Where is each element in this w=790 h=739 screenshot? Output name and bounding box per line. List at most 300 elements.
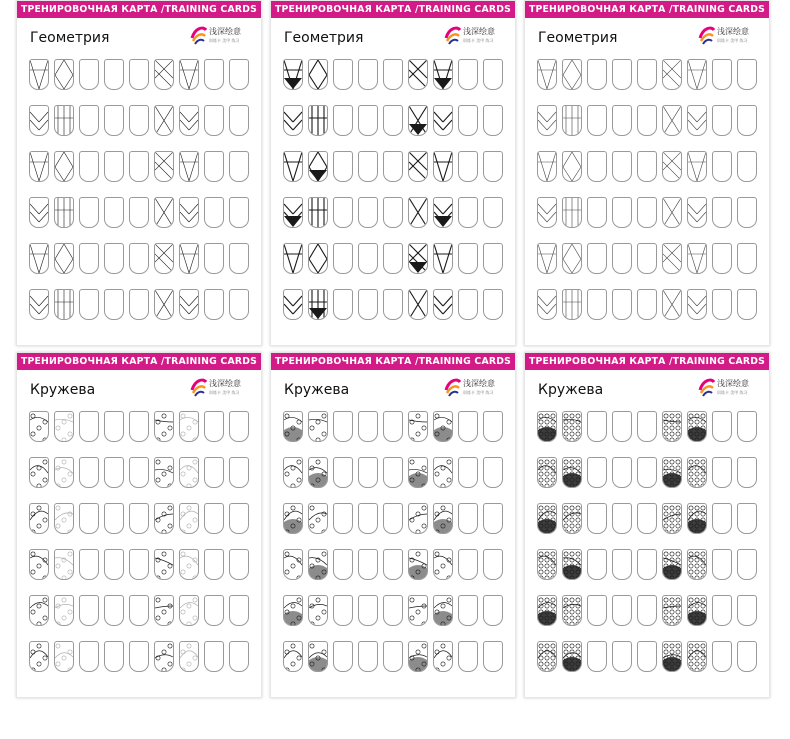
nail-pattern	[563, 60, 581, 89]
nail-tip	[433, 197, 453, 228]
nail-pattern	[688, 152, 706, 181]
nail-tip	[129, 457, 149, 488]
nail-tip	[383, 105, 403, 136]
nail-pattern	[30, 642, 48, 671]
nail-tip	[333, 641, 353, 672]
nail-tip	[537, 289, 557, 320]
nail-pattern	[180, 458, 198, 487]
nail-tip	[283, 641, 303, 672]
nail-pattern	[409, 198, 427, 227]
logo-subtext: 训练卡 美甲 练习	[717, 38, 748, 43]
nail-tip	[333, 595, 353, 626]
nail-tip	[204, 197, 224, 228]
nail-tip	[79, 289, 99, 320]
nail-tip	[333, 105, 353, 136]
nail-tip	[712, 411, 732, 442]
nail-pattern	[180, 60, 198, 89]
nail-tip	[408, 549, 428, 580]
nail-tip	[408, 641, 428, 672]
nail-pattern	[30, 290, 48, 319]
nail-tip	[54, 503, 74, 534]
nail-tip	[458, 595, 478, 626]
nail-tip	[433, 549, 453, 580]
nail-tip	[537, 411, 557, 442]
nail-tip	[687, 197, 707, 228]
nail-row	[29, 59, 254, 105]
nail-tip	[104, 549, 124, 580]
nail-pattern	[30, 412, 48, 441]
nail-tip	[537, 457, 557, 488]
brand-logo	[189, 23, 245, 49]
nail-pattern	[563, 198, 581, 227]
nail-tip	[612, 641, 632, 672]
nail-row	[29, 595, 254, 641]
nail-row	[29, 105, 254, 151]
nail-tip	[587, 59, 607, 90]
nail-tip	[612, 197, 632, 228]
nail-tip	[308, 243, 328, 274]
nail-pattern	[663, 504, 681, 533]
nail-tip	[154, 59, 174, 90]
nail-tip	[129, 59, 149, 90]
nail-tip	[408, 289, 428, 320]
nail-pattern	[309, 106, 327, 135]
nail-pattern	[55, 244, 73, 273]
nail-tip	[54, 151, 74, 182]
nail-row	[537, 197, 762, 243]
nail-pattern	[688, 412, 706, 441]
nail-grid	[29, 411, 254, 687]
nail-tip	[458, 289, 478, 320]
nail-row	[537, 105, 762, 151]
nail-tip	[179, 595, 199, 626]
nail-pattern	[284, 412, 302, 441]
nail-pattern	[155, 290, 173, 319]
nail-pattern	[434, 152, 452, 181]
nail-pattern	[180, 198, 198, 227]
nail-row	[29, 549, 254, 595]
nail-tip	[283, 411, 303, 442]
nail-row	[283, 59, 508, 105]
nail-tip	[712, 549, 732, 580]
nail-tip	[562, 503, 582, 534]
nail-tip	[483, 641, 503, 672]
nail-pattern	[284, 642, 302, 671]
nail-row	[283, 457, 508, 503]
nail-tip	[54, 457, 74, 488]
nail-tip	[358, 151, 378, 182]
nail-tip	[458, 151, 478, 182]
nail-tip	[433, 59, 453, 90]
nail-pattern	[409, 290, 427, 319]
nail-tip	[283, 105, 303, 136]
nail-tip	[537, 59, 557, 90]
nail-pattern	[309, 412, 327, 441]
nail-tip	[537, 105, 557, 136]
nail-tip	[204, 503, 224, 534]
logo-subtext: 训练卡 美甲 练习	[463, 38, 494, 43]
nail-pattern	[55, 198, 73, 227]
nail-tip	[737, 289, 757, 320]
nail-pattern	[563, 152, 581, 181]
training-card-3	[524, 0, 770, 346]
nail-tip	[204, 641, 224, 672]
brand-swirl-icon	[189, 23, 209, 45]
nail-pattern	[30, 550, 48, 579]
nail-tip	[104, 457, 124, 488]
nail-tip	[612, 503, 632, 534]
nail-tip	[308, 595, 328, 626]
nail-pattern	[563, 106, 581, 135]
nail-pattern	[284, 550, 302, 579]
nail-tip	[154, 289, 174, 320]
nail-pattern	[55, 596, 73, 625]
nail-tip	[154, 549, 174, 580]
nail-pattern	[538, 642, 556, 671]
nail-pattern	[434, 244, 452, 273]
nail-tip	[537, 641, 557, 672]
nail-tip	[612, 105, 632, 136]
nail-pattern	[55, 458, 73, 487]
nail-tip	[433, 411, 453, 442]
nail-tip	[612, 151, 632, 182]
nail-row	[537, 151, 762, 197]
nail-tip	[54, 549, 74, 580]
card-banner: ТРЕНИРОВОЧНАЯ КАРТА /TRAINING CARDS	[271, 353, 515, 370]
nail-pattern	[180, 550, 198, 579]
nail-pattern	[155, 550, 173, 579]
nail-tip	[204, 243, 224, 274]
nail-pattern	[688, 244, 706, 273]
nail-tip	[79, 411, 99, 442]
nail-tip	[154, 197, 174, 228]
nail-tip	[408, 59, 428, 90]
nail-pattern	[409, 596, 427, 625]
nail-tip	[79, 641, 99, 672]
nail-tip	[562, 457, 582, 488]
card-title: Геометрия	[538, 30, 618, 46]
nail-tip	[737, 595, 757, 626]
nail-tip	[358, 289, 378, 320]
nail-tip	[433, 641, 453, 672]
nail-tip	[179, 151, 199, 182]
nail-pattern	[309, 504, 327, 533]
nail-pattern	[688, 198, 706, 227]
nail-tip	[458, 411, 478, 442]
nail-tip	[333, 457, 353, 488]
nail-pattern	[155, 642, 173, 671]
nail-tip	[712, 243, 732, 274]
nail-tip	[29, 151, 49, 182]
nail-pattern	[663, 60, 681, 89]
card-title: Кружева	[284, 382, 350, 398]
nail-tip	[229, 59, 249, 90]
nail-row	[283, 105, 508, 151]
nail-tip	[54, 105, 74, 136]
nail-tip	[79, 151, 99, 182]
nail-tip	[433, 151, 453, 182]
nail-tip	[383, 503, 403, 534]
nail-pattern	[663, 244, 681, 273]
nail-row	[283, 151, 508, 197]
nail-tip	[283, 59, 303, 90]
brand-logo	[697, 375, 753, 401]
nail-tip	[712, 595, 732, 626]
nail-pattern	[180, 290, 198, 319]
nail-row	[283, 595, 508, 641]
nail-tip	[712, 197, 732, 228]
nail-tip	[179, 457, 199, 488]
nail-tip	[383, 549, 403, 580]
logo-subtext: 训练卡 美甲 练习	[717, 390, 748, 395]
nail-tip	[154, 641, 174, 672]
nail-pattern	[688, 550, 706, 579]
nail-row	[29, 151, 254, 197]
nail-pattern	[538, 596, 556, 625]
nail-pattern	[434, 642, 452, 671]
training-card-6	[524, 352, 770, 698]
nail-tip	[204, 289, 224, 320]
nail-tip	[562, 243, 582, 274]
nail-tip	[637, 197, 657, 228]
nail-tip	[637, 289, 657, 320]
nail-tip	[283, 503, 303, 534]
nail-pattern	[663, 412, 681, 441]
logo-text: 浅深绘意	[717, 379, 749, 388]
nail-tip	[229, 595, 249, 626]
nail-pattern	[55, 60, 73, 89]
nail-tip	[712, 503, 732, 534]
nail-pattern	[55, 412, 73, 441]
nail-tip	[283, 549, 303, 580]
nail-row	[537, 549, 762, 595]
nail-tip	[612, 595, 632, 626]
nail-pattern	[180, 412, 198, 441]
card-title: Геометрия	[284, 30, 364, 46]
nail-tip	[458, 197, 478, 228]
nail-tip	[383, 59, 403, 90]
nail-pattern	[30, 60, 48, 89]
nail-tip	[433, 105, 453, 136]
nail-tip	[562, 641, 582, 672]
nail-tip	[104, 59, 124, 90]
nail-pattern	[688, 504, 706, 533]
nail-tip	[587, 243, 607, 274]
nail-row	[537, 641, 762, 687]
nail-tip	[283, 595, 303, 626]
nail-grid	[283, 59, 508, 335]
nail-tip	[662, 549, 682, 580]
nail-tip	[29, 503, 49, 534]
nail-tip	[179, 411, 199, 442]
nail-tip	[737, 105, 757, 136]
nail-tip	[537, 549, 557, 580]
logo-text: 浅深绘意	[717, 27, 749, 36]
nail-tip	[562, 197, 582, 228]
nail-tip	[458, 503, 478, 534]
nail-tip	[358, 641, 378, 672]
nail-tip	[154, 105, 174, 136]
nail-pattern	[284, 152, 302, 181]
nail-row	[29, 457, 254, 503]
nail-tip	[29, 105, 49, 136]
nail-tip	[483, 59, 503, 90]
nail-pattern	[434, 198, 452, 227]
nail-tip	[483, 289, 503, 320]
nail-tip	[283, 197, 303, 228]
nail-tip	[79, 105, 99, 136]
nail-tip	[179, 289, 199, 320]
nail-tip	[737, 549, 757, 580]
nail-tip	[737, 243, 757, 274]
nail-row	[29, 243, 254, 289]
nail-tip	[333, 503, 353, 534]
nail-tip	[333, 411, 353, 442]
nail-pattern	[409, 458, 427, 487]
nail-pattern	[538, 290, 556, 319]
nail-pattern	[309, 458, 327, 487]
nail-tip	[587, 197, 607, 228]
nail-tip	[483, 411, 503, 442]
nail-tip	[637, 549, 657, 580]
nail-pattern	[284, 596, 302, 625]
nail-tip	[687, 549, 707, 580]
nail-tip	[433, 457, 453, 488]
nail-pattern	[284, 244, 302, 273]
nail-tip	[687, 59, 707, 90]
training-card-4	[16, 352, 262, 698]
card-title: Кружева	[30, 382, 96, 398]
nail-tip	[458, 105, 478, 136]
nail-tip	[637, 105, 657, 136]
nail-pattern	[155, 198, 173, 227]
nail-pattern	[309, 152, 327, 181]
nail-tip	[104, 595, 124, 626]
nail-tip	[54, 641, 74, 672]
nail-tip	[54, 197, 74, 228]
nail-pattern	[30, 504, 48, 533]
nail-tip	[104, 503, 124, 534]
nail-tip	[383, 243, 403, 274]
nail-tip	[229, 411, 249, 442]
nail-tip	[637, 243, 657, 274]
nail-pattern	[663, 198, 681, 227]
nail-tip	[358, 411, 378, 442]
nail-tip	[687, 105, 707, 136]
nail-pattern	[538, 152, 556, 181]
nail-tip	[587, 105, 607, 136]
nail-tip	[308, 411, 328, 442]
nail-tip	[383, 411, 403, 442]
nail-pattern	[30, 458, 48, 487]
nail-pattern	[688, 458, 706, 487]
nail-tip	[54, 243, 74, 274]
nail-tip	[408, 105, 428, 136]
nail-pattern	[284, 458, 302, 487]
nail-tip	[537, 151, 557, 182]
nail-row	[283, 197, 508, 243]
nail-row	[283, 549, 508, 595]
nail-tip	[687, 595, 707, 626]
nail-tip	[712, 105, 732, 136]
nail-tip	[229, 549, 249, 580]
nail-pattern	[30, 244, 48, 273]
nail-pattern	[434, 290, 452, 319]
nail-tip	[662, 503, 682, 534]
nail-tip	[637, 457, 657, 488]
nail-tip	[29, 595, 49, 626]
nail-tip	[129, 243, 149, 274]
nail-tip	[637, 595, 657, 626]
nail-pattern	[663, 596, 681, 625]
nail-pattern	[55, 290, 73, 319]
nail-tip	[612, 457, 632, 488]
nail-row	[283, 411, 508, 457]
nail-tip	[104, 151, 124, 182]
nail-pattern	[409, 642, 427, 671]
nail-pattern	[284, 106, 302, 135]
nail-pattern	[180, 596, 198, 625]
brand-logo	[189, 375, 245, 401]
nail-pattern	[409, 412, 427, 441]
nail-tip	[179, 243, 199, 274]
nail-tip	[662, 641, 682, 672]
nail-tip	[483, 503, 503, 534]
nail-tip	[612, 411, 632, 442]
nail-tip	[662, 411, 682, 442]
nail-tip	[383, 595, 403, 626]
nail-pattern	[155, 412, 173, 441]
logo-text: 浅深绘意	[463, 379, 495, 388]
nail-tip	[408, 595, 428, 626]
nail-tip	[662, 105, 682, 136]
nail-tip	[79, 457, 99, 488]
nail-pattern	[563, 412, 581, 441]
nail-tip	[587, 641, 607, 672]
nail-tip	[612, 549, 632, 580]
nail-tip	[129, 105, 149, 136]
nail-pattern	[180, 152, 198, 181]
nail-tip	[358, 503, 378, 534]
nail-tip	[587, 411, 607, 442]
nail-pattern	[309, 550, 327, 579]
nail-tip	[537, 243, 557, 274]
nail-tip	[483, 457, 503, 488]
nail-pattern	[563, 458, 581, 487]
nail-tip	[737, 151, 757, 182]
nail-tip	[104, 243, 124, 274]
card-banner: ТРЕНИРОВОЧНАЯ КАРТА /TRAINING CARDS	[271, 1, 515, 18]
nail-tip	[637, 151, 657, 182]
nail-row	[537, 289, 762, 335]
nail-tip	[104, 197, 124, 228]
nail-tip	[637, 59, 657, 90]
nail-pattern	[155, 244, 173, 273]
nail-tip	[483, 595, 503, 626]
nail-grid	[283, 411, 508, 687]
nail-tip	[408, 243, 428, 274]
nail-tip	[358, 549, 378, 580]
nail-row	[29, 641, 254, 687]
nail-tip	[687, 457, 707, 488]
nail-tip	[562, 105, 582, 136]
training-card-1	[16, 0, 262, 346]
nail-tip	[29, 243, 49, 274]
nail-tip	[29, 411, 49, 442]
card-banner: ТРЕНИРОВОЧНАЯ КАРТА /TRAINING CARDS	[525, 1, 769, 18]
nail-tip	[29, 197, 49, 228]
nail-tip	[562, 151, 582, 182]
